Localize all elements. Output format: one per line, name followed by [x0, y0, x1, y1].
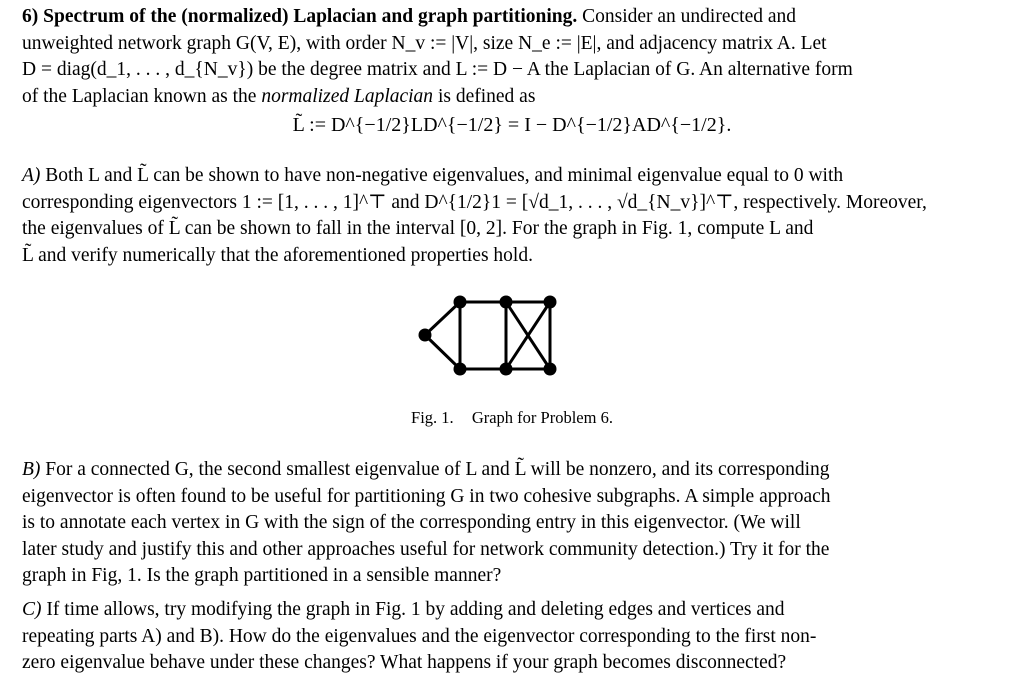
intro-line-4: of the Laplacian known as the: [22, 85, 257, 107]
part-a-label: A): [22, 165, 41, 186]
intro-line-2: unweighted network graph G(V, E), with order N_v := |V|, size N_e := |E|, and adjacency matrix A. Let: [22, 32, 827, 54]
part-c-line-2: repeating parts A) and B). How do the eigenvalues and the eigenvector corresponding to the first non-: [22, 625, 817, 647]
normalized-laplacian-formula: L̃ := D^{−1/2}LD^{−1/2} = I − D^{−1/2}AD^{−1/2}.: [292, 114, 732, 136]
intro-line-1: Consider an undirected and: [582, 6, 796, 27]
intro-italic-term: normalized Laplacian: [261, 85, 434, 107]
part-c-line-3: zero eigenvalue behave under these changes? What happens if your graph becomes disconnected?: [22, 652, 787, 673]
part-b-line-4: later study and justify this and other approaches useful for network community detection.) Try it for the: [22, 538, 830, 560]
part-a-line-1: Both L and L̃ can be shown to have non-negative eigenvalues, and minimal eigenvalue equal to 0 with: [45, 165, 844, 186]
node-1: [419, 329, 432, 342]
figure-label: Fig. 1.: [411, 408, 454, 427]
part-b-line-5: graph in Fig, 1. Is the graph partitioned in a sensible manner?: [22, 565, 502, 586]
problem-number: 6): [22, 6, 39, 27]
node-3: [500, 296, 513, 309]
graph-edges: [425, 302, 550, 369]
part-b: [22, 457, 954, 590]
node-2: [454, 296, 467, 309]
node-7: [544, 363, 557, 376]
node-4: [544, 296, 557, 309]
problem-title: Spectrum of the (normalized) Laplacian and graph partitioning.: [43, 6, 578, 27]
part-b-label: B): [22, 459, 41, 480]
part-a-line-2: corresponding eigenvectors 1 := [1, . . . , 1]^⊤ and D^{1/2}1 = [√d_1, . . . , √d_{N_v}]^⊤, respectively. Moreover,: [22, 191, 927, 213]
part-c: [22, 597, 954, 677]
part-c-line-1: If time allows, try modifying the graph in Fig. 1 by adding and deleting edges and vertices and: [46, 599, 785, 620]
part-a-line-3: the eigenvalues of L̃ can be shown to fall in the interval [0, 2]. For the graph in Fig. 1, compute L and: [22, 218, 814, 239]
figure-caption-text: Graph for Problem 6.: [471, 408, 613, 427]
edge-2: [425, 335, 460, 369]
intro-line-4-end: is defined as: [437, 85, 536, 107]
part-b-line-1: For a connected G, the second smallest eigenvalue of L and L̃ will be nonzero, and its corresponding: [45, 459, 830, 480]
part-a-line-4: L̃ and verify numerically that the aforementioned properties hold.: [22, 244, 533, 266]
part-b-line-3: is to annotate each vertex in G with the sign of the corresponding entry in this eigenvector. (We will: [22, 512, 801, 533]
part-b-line-2: eigenvector is often found to be useful for partitioning G in two cohesive subgraphs. A simple approach: [22, 485, 831, 507]
graph-nodes: [419, 296, 557, 376]
node-6: [500, 363, 513, 376]
part-c-label: C): [22, 599, 42, 620]
figure-caption: [0, 405, 1024, 432]
node-5: [454, 363, 467, 376]
edge-1: [425, 302, 460, 335]
intro-line-3: D = diag(d_1, . . . , d_{N_v}) be the degree matrix and L := D − A the Laplacian of G. An alternative form: [22, 59, 853, 80]
